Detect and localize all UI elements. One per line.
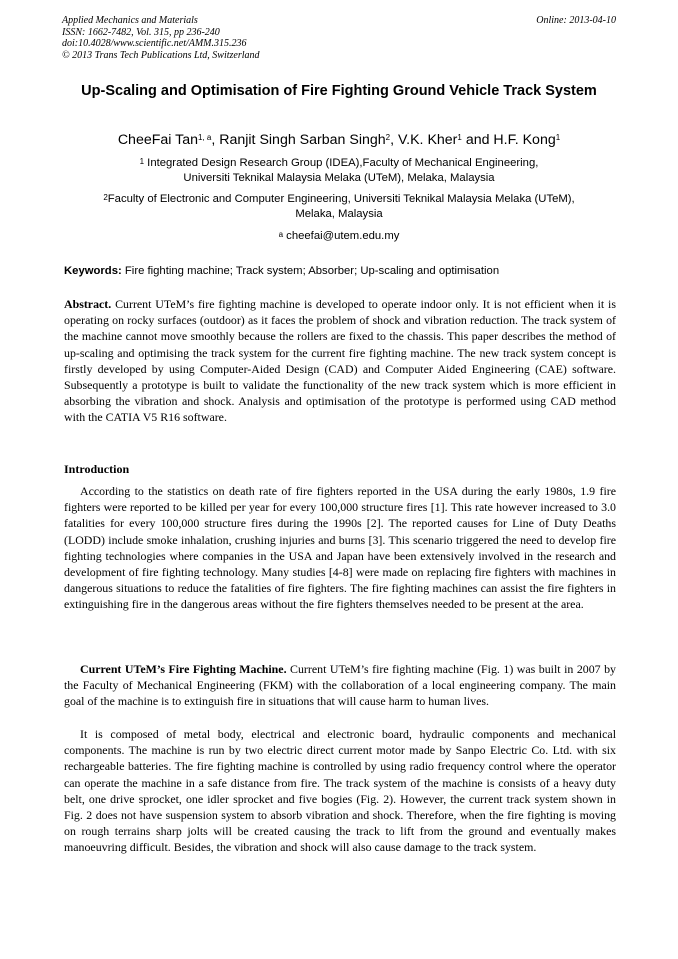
author-list [40,131,638,149]
email-mark: a [278,230,284,239]
author-email [40,229,638,244]
keywords-text: Fire fighting machine; Track system; Absorber; Up-scaling and optimisation [121,265,500,277]
email-address: cheefai@utem.edu.my [283,230,400,242]
author-name: , Ranjit Singh Sarban Singh [211,132,386,148]
journal-name: Applied Mechanics and Materials [62,15,198,26]
keywords [64,264,616,279]
author-name: CheeFai Tan [117,132,198,148]
affiliation-text: Integrated Design Research Group (IDEA),Faculty of Mechanical Engineering, [144,157,539,169]
abstract-label: Abstract. [64,297,112,311]
author-affiliation-mark: 1, a [198,133,212,142]
affiliation-text: Melaka, Malaysia [295,208,383,220]
section-heading-introduction: Introduction [64,462,130,476]
author-name: , V.K. Kher [390,132,458,148]
journal-header [62,15,616,61]
affiliation-mark: 1 [139,157,145,166]
paragraph-text: Current UTeM’s fire fighting machine (Fig. 1) was built in 2007 by the Faculty of Mechanical Engineering (FKM) with the collaboration of a local engineering company. The main goal of the machine is to extinguish fire in situations that will cause harm to human lives. [64,662,616,709]
issn-line: ISSN: 1662-7482, Vol. 315, pp 236-240 [62,26,220,38]
affiliation-1 [40,156,638,186]
abstract-text: Current UTeM’s fire fighting machine is developed to operate indoor only. It is not efficient when it is operating on rocky surfaces (outdoor) as it faces the problem of shock and vibration reduction. The track system of the machine cannot move smoothly because the rollers are fixed to the chassis. This paper describes the method of up-scaling and optimising the track system for the current fire fighting machine. The new track system concept is firstly developed by using Computer-Aided Design (CAD) and Computer Aided Engineering (CAE) software. Subsequently a prototype is built to validate the functionality of the new track system which is more efficient in absorbing the vibration and shock. Analysis and optimisation of the prototype is performed using CAD method with the CATIA V5 R16 software. [64,297,616,425]
affiliation-2 [40,192,638,222]
copyright-line: © 2013 Trans Tech Publications Ltd, Switzerland [62,49,260,61]
affiliation-mark: 2 [103,193,108,202]
paper-title: Up-Scaling and Optimisation of Fire Fighting Ground Vehicle Track System [81,83,597,99]
doi-line: doi:10.4028/www.scientific.net/AMM.315.236 [62,38,247,49]
author-affiliation-mark: 1 [555,133,561,142]
author-name: and H.F. Kong [461,132,556,148]
author-affiliation-mark: 2 [385,133,391,142]
affiliation-text: Faculty of Electronic and Computer Engineering, Universiti Teknikal Malaysia Melaka (UTeM), [107,193,575,205]
author-affiliation-mark: 1 [457,133,462,142]
intro-paragraph-1: According to the statistics on death rate of fire fighters reported in the USA during the early 1980s, 1.9 fire fighters were reported to be killed per year for every 100,000 structure fires [1]. This rate however increased to 3.0 fatalities for every 100,000 structure fires during the 1990s [2]. The reported causes for Line of Duty Deaths (LODD) include smoke inhalation, crushing injuries and burns [3]. This scenario triggered the need to develop fire fighting technologies where companies in the USA and Japan have been extensively involved in the research and development of fire fighting technology. Many studies [4-8] were made on replacing fire fighters with machines in dangerous situations to reduce the fatalities of fire fighters. The fire fighting machines can assist the fire fighters in extinguishing fire in the dangerous areas without the fire fighters themselves needed to be present at the area. [64,484,616,612]
abstract [64,296,616,426]
keywords-label: Keywords: [64,265,122,277]
online-date: Online: 2013-04-10 [536,15,616,26]
intro-paragraph-3: It is composed of metal body, electrical and electronic board, hydraulic components and mechanical components. The machine is run by two electric direct current motor made by Sanpo Electric Co. Ltd. with six rechargeable batteries. The fire fighting machine is controlled by using radio frequency control where the operator can operate the machine in a safe distance from fire. The track system of the machine is consists of a heavy duty belt, one drive sprocket, one idler sprocket and five bogies (Fig. 2). However, the current track system shown in Fig. 2 does not have suspension system to absorb vibration and shock. Therefore, when the fire fighting is moving on rough terrains sharp jolts will be created causing the track to lift from the ground and eventually makes manoeuvring difficult. Besides, the vibration and shock will also cause damage to the track system. [64,727,616,855]
intro-paragraph-2 [64,661,616,710]
subsection-heading: Current UTeM’s Fire Fighting Machine. [80,662,287,676]
affiliation-text: Universiti Teknikal Malaysia Melaka (UTeM), Melaka, Malaysia [183,172,495,184]
